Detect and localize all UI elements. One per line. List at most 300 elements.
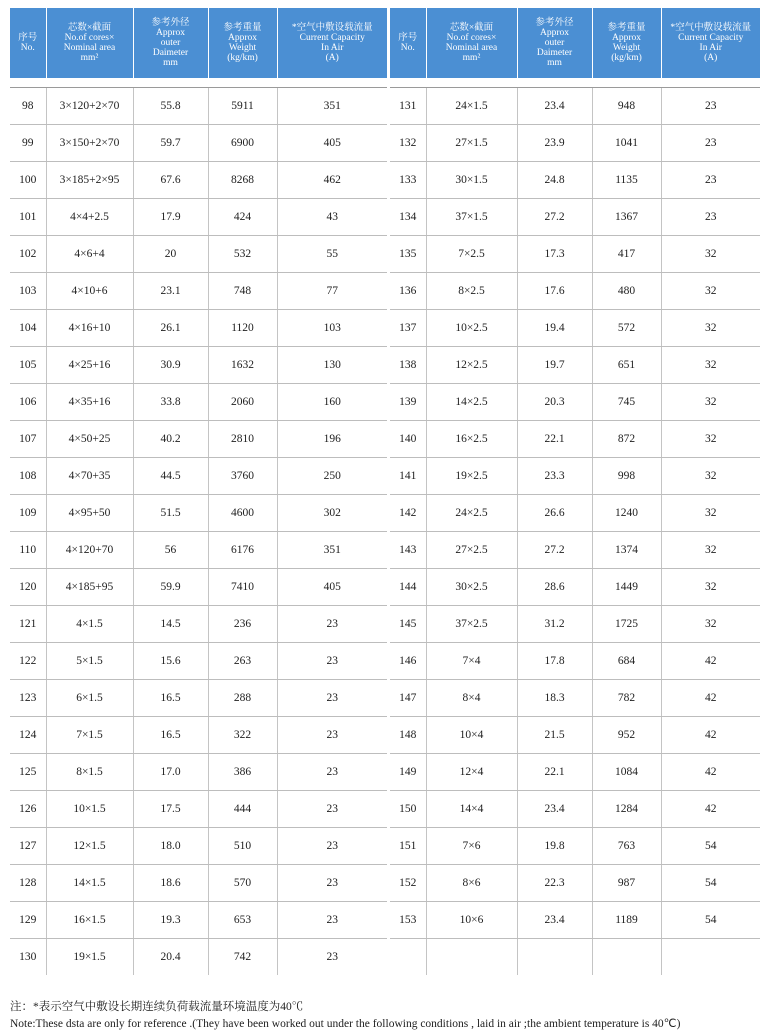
cell-outer-diameter: 17.0 — [133, 754, 208, 791]
table-row — [10, 569, 387, 606]
cell-current-capacity: 351 — [277, 532, 387, 569]
cell-current-capacity: 32 — [661, 495, 760, 532]
cell-outer-diameter: 17.6 — [517, 273, 592, 310]
cell-no: 120 — [10, 569, 46, 606]
table-row — [390, 865, 760, 902]
cell-no: 110 — [10, 532, 46, 569]
cell-weight: 1120 — [208, 310, 277, 347]
table-row — [390, 532, 760, 569]
cell-no: 123 — [10, 680, 46, 717]
cell-outer-diameter: 33.8 — [133, 384, 208, 421]
cell-weight: 948 — [592, 88, 661, 125]
cell-weight: 7410 — [208, 569, 277, 606]
cell-outer-diameter: 31.2 — [517, 606, 592, 643]
cell-no: 151 — [390, 828, 426, 865]
cell-weight: 263 — [208, 643, 277, 680]
cell-current-capacity: 32 — [661, 384, 760, 421]
cell-outer-diameter: 51.5 — [133, 495, 208, 532]
cell-no: 99 — [10, 125, 46, 162]
cell-no: 139 — [390, 384, 426, 421]
cell-current-capacity: 55 — [277, 236, 387, 273]
cell-current-capacity: 32 — [661, 310, 760, 347]
table-row — [390, 199, 760, 236]
table-row — [390, 606, 760, 643]
table-row — [10, 347, 387, 384]
cell-no: 152 — [390, 865, 426, 902]
cell-no: 138 — [390, 347, 426, 384]
table-row — [390, 421, 760, 458]
cell-cores-area: 5×1.5 — [46, 643, 133, 680]
cell-outer-diameter: 23.4 — [517, 902, 592, 939]
cell-outer-diameter: 67.6 — [133, 162, 208, 199]
table-row — [10, 310, 387, 347]
cell-weight: 6176 — [208, 532, 277, 569]
table-row — [390, 347, 760, 384]
cell-current-capacity: 23 — [277, 754, 387, 791]
cell-outer-diameter: 14.5 — [133, 606, 208, 643]
table-row — [390, 310, 760, 347]
cell-cores-area: 16×1.5 — [46, 902, 133, 939]
cell-current-capacity: 196 — [277, 421, 387, 458]
cell-outer-diameter: 22.1 — [517, 754, 592, 791]
cell-no: 137 — [390, 310, 426, 347]
cell-no: 143 — [390, 532, 426, 569]
cell-no: 153 — [390, 902, 426, 939]
cell-current-capacity: 405 — [277, 569, 387, 606]
cell-weight: 1374 — [592, 532, 661, 569]
cell-outer-diameter: 28.6 — [517, 569, 592, 606]
cell-weight: 742 — [208, 939, 277, 976]
cell-cores-area: 7×4 — [426, 643, 517, 680]
cell-current-capacity: 23 — [277, 791, 387, 828]
cell-weight: 444 — [208, 791, 277, 828]
table-row — [10, 717, 387, 754]
cell-current-capacity: 302 — [277, 495, 387, 532]
cell-cores-area: 7×1.5 — [46, 717, 133, 754]
table-body — [10, 88, 387, 976]
cell-current-capacity: 23 — [277, 680, 387, 717]
table-row — [390, 939, 760, 976]
cell-cores-area: 4×70+35 — [46, 458, 133, 495]
cell-outer-diameter: 17.8 — [517, 643, 592, 680]
cell-no: 147 — [390, 680, 426, 717]
table-row — [390, 643, 760, 680]
col-header-current-capacity: *空气中敷设载流量 Current Capacity In Air (A) — [661, 8, 760, 78]
cell-outer-diameter: 23.1 — [133, 273, 208, 310]
cell-weight: 1632 — [208, 347, 277, 384]
table-row — [390, 902, 760, 939]
cell-weight: 322 — [208, 717, 277, 754]
cell-outer-diameter: 23.9 — [517, 125, 592, 162]
cell-outer-diameter: 59.7 — [133, 125, 208, 162]
cell-current-capacity: 23 — [277, 902, 387, 939]
cell-weight: 417 — [592, 236, 661, 273]
cell-cores-area: 4×1.5 — [46, 606, 133, 643]
cell-cores-area: 10×4 — [426, 717, 517, 754]
cell-weight: 745 — [592, 384, 661, 421]
cell-cores-area: 14×4 — [426, 791, 517, 828]
cell-current-capacity: 42 — [661, 680, 760, 717]
cell-no: 136 — [390, 273, 426, 310]
cell-weight — [592, 939, 661, 976]
cell-cores-area: 27×1.5 — [426, 125, 517, 162]
table-row — [10, 162, 387, 199]
table-row — [390, 162, 760, 199]
cell-current-capacity: 32 — [661, 421, 760, 458]
cell-current-capacity: 23 — [277, 717, 387, 754]
cell-weight: 1284 — [592, 791, 661, 828]
cell-weight: 510 — [208, 828, 277, 865]
cell-no: 132 — [390, 125, 426, 162]
table-row — [10, 199, 387, 236]
cell-cores-area: 14×1.5 — [46, 865, 133, 902]
cell-cores-area: 30×1.5 — [426, 162, 517, 199]
table-row — [10, 643, 387, 680]
cell-current-capacity: 32 — [661, 458, 760, 495]
table-row — [10, 939, 387, 976]
cell-outer-diameter: 18.3 — [517, 680, 592, 717]
cell-outer-diameter: 21.5 — [517, 717, 592, 754]
cell-current-capacity: 43 — [277, 199, 387, 236]
cell-no: 131 — [390, 88, 426, 125]
col-header-no: 序号 No. — [390, 8, 426, 78]
cell-outer-diameter: 16.5 — [133, 717, 208, 754]
col-header-outer-diameter: 参考外径 Approx outer Daimeter mm — [517, 8, 592, 78]
cell-no: 103 — [10, 273, 46, 310]
cable-spec-table-left — [10, 8, 387, 975]
table-row — [390, 791, 760, 828]
cell-no: 126 — [10, 791, 46, 828]
cell-outer-diameter: 19.4 — [517, 310, 592, 347]
cell-no: 106 — [10, 384, 46, 421]
table-row — [10, 236, 387, 273]
cell-weight: 6900 — [208, 125, 277, 162]
cell-outer-diameter: 40.2 — [133, 421, 208, 458]
cell-cores-area: 8×6 — [426, 865, 517, 902]
cell-current-capacity: 54 — [661, 865, 760, 902]
cell-outer-diameter: 18.6 — [133, 865, 208, 902]
cell-no: 142 — [390, 495, 426, 532]
cell-current-capacity: 405 — [277, 125, 387, 162]
cell-cores-area: 4×6+4 — [46, 236, 133, 273]
cell-weight: 1189 — [592, 902, 661, 939]
col-header-cores-area: 芯数×截面 No.of cores× Nominal area mm² — [46, 8, 133, 78]
cell-weight: 5911 — [208, 88, 277, 125]
cell-weight: 987 — [592, 865, 661, 902]
cell-cores-area: 24×1.5 — [426, 88, 517, 125]
cell-no: 105 — [10, 347, 46, 384]
cell-outer-diameter: 15.6 — [133, 643, 208, 680]
cell-weight: 1367 — [592, 199, 661, 236]
table-row — [10, 680, 387, 717]
table-row — [390, 495, 760, 532]
cell-outer-diameter: 26.6 — [517, 495, 592, 532]
table-row — [390, 125, 760, 162]
cell-weight: 424 — [208, 199, 277, 236]
cell-cores-area — [426, 939, 517, 976]
footnote-chinese: 注：*表示空气中敷设长期连续负荷载流量环境温度为40℃ — [10, 1001, 304, 1013]
cell-weight: 1240 — [592, 495, 661, 532]
cell-no: 140 — [390, 421, 426, 458]
cell-cores-area: 3×185+2×95 — [46, 162, 133, 199]
table-row — [390, 88, 760, 125]
table-row — [10, 606, 387, 643]
table-row — [390, 458, 760, 495]
table-row — [390, 236, 760, 273]
cell-no: 134 — [390, 199, 426, 236]
cell-weight: 572 — [592, 310, 661, 347]
table-row — [390, 717, 760, 754]
cell-no — [390, 939, 426, 976]
cell-weight: 782 — [592, 680, 661, 717]
cell-weight: 998 — [592, 458, 661, 495]
table-row — [390, 754, 760, 791]
cell-no: 108 — [10, 458, 46, 495]
cell-outer-diameter: 23.4 — [517, 791, 592, 828]
col-header-no: 序号 No. — [10, 8, 46, 78]
cell-weight: 1084 — [592, 754, 661, 791]
table-row — [10, 828, 387, 865]
cell-no: 135 — [390, 236, 426, 273]
cell-no: 141 — [390, 458, 426, 495]
cell-cores-area: 37×1.5 — [426, 199, 517, 236]
cell-current-capacity: 32 — [661, 569, 760, 606]
cell-no: 124 — [10, 717, 46, 754]
cell-outer-diameter: 19.7 — [517, 347, 592, 384]
table-row — [10, 754, 387, 791]
cell-current-capacity: 23 — [277, 939, 387, 976]
col-header-weight: 参考重量 Approx Weight (kg/km) — [592, 8, 661, 78]
cell-current-capacity — [661, 939, 760, 976]
cell-current-capacity: 23 — [661, 88, 760, 125]
col-header-current-capacity: *空气中敷设载流量 Current Capacity In Air (A) — [277, 8, 387, 78]
cell-no: 125 — [10, 754, 46, 791]
cell-current-capacity: 160 — [277, 384, 387, 421]
cell-current-capacity: 23 — [277, 828, 387, 865]
col-header-outer-diameter: 参考外径 Approx outer Daimeter mm — [133, 8, 208, 78]
cell-no: 133 — [390, 162, 426, 199]
cell-no: 150 — [390, 791, 426, 828]
cell-weight: 2810 — [208, 421, 277, 458]
cell-outer-diameter: 17.3 — [517, 236, 592, 273]
cell-current-capacity: 23 — [277, 643, 387, 680]
footnote-english: Note:These dsta are only for reference .(They have been worked out under the following conditions , laid in air ;the ambient temperature is 40℃) — [10, 1018, 681, 1030]
cell-cores-area: 3×150+2×70 — [46, 125, 133, 162]
table-row — [10, 88, 387, 125]
table-row — [390, 273, 760, 310]
cell-current-capacity: 32 — [661, 236, 760, 273]
cell-current-capacity: 250 — [277, 458, 387, 495]
cell-weight: 4600 — [208, 495, 277, 532]
cell-cores-area: 24×2.5 — [426, 495, 517, 532]
cell-cores-area: 10×6 — [426, 902, 517, 939]
table-header — [10, 8, 387, 88]
cell-cores-area: 4×35+16 — [46, 384, 133, 421]
table-row — [390, 680, 760, 717]
cell-cores-area: 7×6 — [426, 828, 517, 865]
cell-weight: 1449 — [592, 569, 661, 606]
cell-weight: 236 — [208, 606, 277, 643]
cell-current-capacity: 23 — [661, 199, 760, 236]
cell-weight: 1725 — [592, 606, 661, 643]
table-row — [10, 125, 387, 162]
cell-no: 122 — [10, 643, 46, 680]
cell-cores-area: 8×1.5 — [46, 754, 133, 791]
cell-cores-area: 14×2.5 — [426, 384, 517, 421]
table-row — [10, 273, 387, 310]
cable-spec-table-right — [390, 8, 760, 975]
cell-cores-area: 37×2.5 — [426, 606, 517, 643]
cell-no: 149 — [390, 754, 426, 791]
cell-current-capacity: 32 — [661, 273, 760, 310]
cell-weight: 386 — [208, 754, 277, 791]
cell-cores-area: 8×2.5 — [426, 273, 517, 310]
cell-current-capacity: 351 — [277, 88, 387, 125]
cell-weight: 651 — [592, 347, 661, 384]
cell-no: 100 — [10, 162, 46, 199]
cell-weight: 952 — [592, 717, 661, 754]
cell-cores-area: 3×120+2×70 — [46, 88, 133, 125]
cell-no: 102 — [10, 236, 46, 273]
cell-cores-area: 10×1.5 — [46, 791, 133, 828]
table-header — [390, 8, 760, 88]
table-row — [10, 791, 387, 828]
cell-no: 128 — [10, 865, 46, 902]
cell-outer-diameter: 18.0 — [133, 828, 208, 865]
cell-outer-diameter: 27.2 — [517, 199, 592, 236]
cell-outer-diameter: 19.3 — [133, 902, 208, 939]
cell-outer-diameter: 24.8 — [517, 162, 592, 199]
cell-weight: 684 — [592, 643, 661, 680]
cell-weight: 1135 — [592, 162, 661, 199]
cell-no: 104 — [10, 310, 46, 347]
cell-weight: 288 — [208, 680, 277, 717]
cell-no: 144 — [390, 569, 426, 606]
table-row — [390, 384, 760, 421]
cell-no: 109 — [10, 495, 46, 532]
cell-current-capacity: 42 — [661, 717, 760, 754]
cell-current-capacity: 42 — [661, 754, 760, 791]
cell-cores-area: 4×185+95 — [46, 569, 133, 606]
cell-current-capacity: 32 — [661, 606, 760, 643]
cell-cores-area: 4×25+16 — [46, 347, 133, 384]
cell-weight: 8268 — [208, 162, 277, 199]
cell-current-capacity: 23 — [277, 606, 387, 643]
cell-outer-diameter: 23.4 — [517, 88, 592, 125]
col-header-cores-area: 芯数×截面 No.of cores× Nominal area mm² — [426, 8, 517, 78]
cell-cores-area: 4×120+70 — [46, 532, 133, 569]
cell-cores-area: 19×1.5 — [46, 939, 133, 976]
cell-current-capacity: 23 — [661, 125, 760, 162]
cell-current-capacity: 32 — [661, 532, 760, 569]
cell-outer-diameter: 44.5 — [133, 458, 208, 495]
cell-no: 129 — [10, 902, 46, 939]
cell-current-capacity: 54 — [661, 828, 760, 865]
cell-current-capacity: 103 — [277, 310, 387, 347]
cell-no: 98 — [10, 88, 46, 125]
cell-no: 146 — [390, 643, 426, 680]
cell-cores-area: 19×2.5 — [426, 458, 517, 495]
cell-current-capacity: 42 — [661, 791, 760, 828]
cell-no: 101 — [10, 199, 46, 236]
cell-outer-diameter: 23.3 — [517, 458, 592, 495]
cell-outer-diameter: 56 — [133, 532, 208, 569]
cell-cores-area: 4×16+10 — [46, 310, 133, 347]
cell-weight: 1041 — [592, 125, 661, 162]
cell-cores-area: 12×2.5 — [426, 347, 517, 384]
table-row — [390, 569, 760, 606]
table-row — [390, 828, 760, 865]
col-header-weight: 参考重量 Approx Weight (kg/km) — [208, 8, 277, 78]
cell-outer-diameter: 30.9 — [133, 347, 208, 384]
cell-outer-diameter: 17.5 — [133, 791, 208, 828]
cell-current-capacity: 54 — [661, 902, 760, 939]
table-row — [10, 495, 387, 532]
cell-cores-area: 7×2.5 — [426, 236, 517, 273]
cell-weight: 2060 — [208, 384, 277, 421]
cell-outer-diameter: 17.9 — [133, 199, 208, 236]
cell-no: 121 — [10, 606, 46, 643]
cell-no: 127 — [10, 828, 46, 865]
cell-no: 130 — [19, 951, 37, 963]
cell-weight: 532 — [208, 236, 277, 273]
cell-cores-area: 4×4+2.5 — [46, 199, 133, 236]
cell-outer-diameter — [517, 939, 592, 976]
table-body — [390, 88, 760, 976]
cell-cores-area: 12×1.5 — [46, 828, 133, 865]
cell-current-capacity: 23 — [661, 162, 760, 199]
cell-outer-diameter: 27.2 — [517, 532, 592, 569]
cell-current-capacity: 32 — [661, 347, 760, 384]
cell-cores-area: 27×2.5 — [426, 532, 517, 569]
cell-outer-diameter: 26.1 — [133, 310, 208, 347]
cell-weight: 748 — [208, 273, 277, 310]
cell-current-capacity: 77 — [277, 273, 387, 310]
table-row — [10, 458, 387, 495]
cell-outer-diameter: 59.9 — [133, 569, 208, 606]
cell-weight: 763 — [592, 828, 661, 865]
cell-no: 107 — [10, 421, 46, 458]
cell-cores-area: 16×2.5 — [426, 421, 517, 458]
cell-weight: 653 — [208, 902, 277, 939]
cell-outer-diameter: 22.3 — [517, 865, 592, 902]
cell-cores-area: 8×4 — [426, 680, 517, 717]
cell-weight: 3760 — [208, 458, 277, 495]
cell-weight: 480 — [592, 273, 661, 310]
cell-outer-diameter: 20 — [133, 236, 208, 273]
cell-outer-diameter: 20.4 — [133, 939, 208, 976]
cell-outer-diameter: 16.5 — [133, 680, 208, 717]
table-row — [10, 902, 387, 939]
cell-current-capacity: 42 — [661, 643, 760, 680]
cell-no: 145 — [390, 606, 426, 643]
table-row — [10, 532, 387, 569]
table-row — [10, 865, 387, 902]
cell-current-capacity: 130 — [277, 347, 387, 384]
cell-current-capacity: 23 — [277, 865, 387, 902]
cell-outer-diameter: 55.8 — [133, 88, 208, 125]
cell-weight: 872 — [592, 421, 661, 458]
table-row — [10, 384, 387, 421]
cell-outer-diameter: 22.1 — [517, 421, 592, 458]
cell-outer-diameter: 19.8 — [517, 828, 592, 865]
cell-cores-area: 12×4 — [426, 754, 517, 791]
cell-cores-area: 10×2.5 — [426, 310, 517, 347]
cell-cores-area: 4×50+25 — [46, 421, 133, 458]
cell-cores-area: 6×1.5 — [46, 680, 133, 717]
cell-cores-area: 4×95+50 — [46, 495, 133, 532]
cell-weight: 570 — [208, 865, 277, 902]
